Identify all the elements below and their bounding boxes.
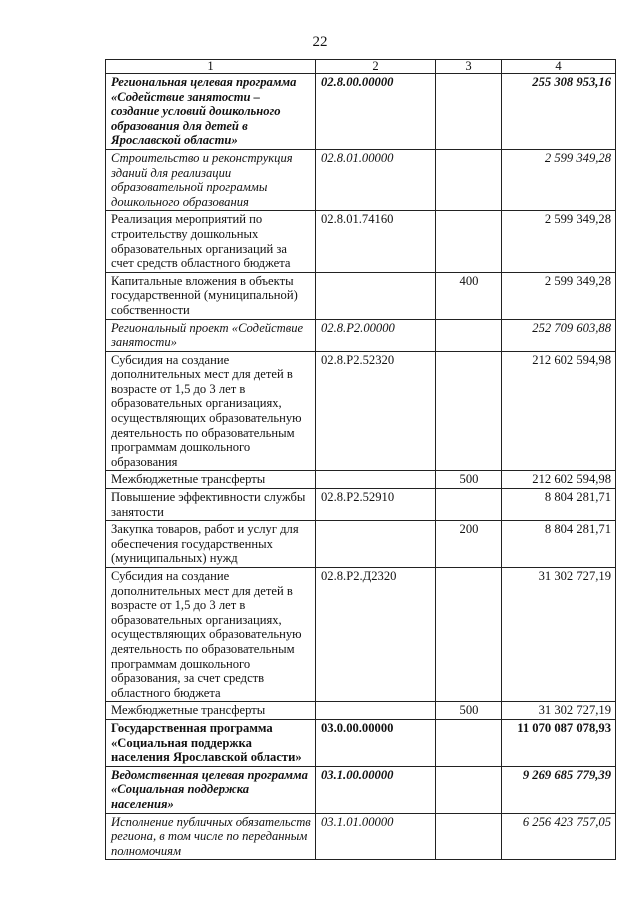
row-code-cell — [316, 272, 436, 319]
row-type-cell: 400 — [436, 272, 502, 319]
row-code-cell: 02.8.Р2.Д2320 — [316, 568, 436, 702]
row-type-cell: 200 — [436, 521, 502, 568]
row-amount-cell: 252 709 603,88 — [502, 319, 616, 351]
row-type-cell — [436, 351, 502, 471]
row-name-cell: Повышение эффективности службы занятости — [106, 489, 316, 521]
row-amount-cell: 11 070 087 078,93 — [502, 719, 616, 766]
row-amount-cell: 2 599 349,28 — [502, 272, 616, 319]
row-name-cell: Региональная целевая программа «Содействие занятости – создание условий дошкольного образования для детей в Ярославской области» — [106, 74, 316, 150]
row-name-cell: Ведомственная целевая программа «Социальная поддержка населения» — [106, 766, 316, 813]
row-amount-cell: 31 302 727,19 — [502, 568, 616, 702]
row-type-cell — [436, 719, 502, 766]
table-row — [106, 766, 616, 813]
table-row — [106, 702, 616, 720]
row-amount-cell: 212 602 594,98 — [502, 351, 616, 471]
table-row — [106, 521, 616, 568]
row-type-cell — [436, 319, 502, 351]
row-name-cell: Межбюджетные трансферты — [106, 702, 316, 720]
budget-table — [105, 59, 616, 860]
row-amount-cell: 2 599 349,28 — [502, 149, 616, 210]
row-type-cell: 500 — [436, 471, 502, 489]
table-row — [106, 813, 616, 860]
row-code-cell: 02.8.Р2.52320 — [316, 351, 436, 471]
row-type-cell — [436, 149, 502, 210]
row-type-cell — [436, 211, 502, 272]
table-row — [106, 149, 616, 210]
row-amount-cell: 2 599 349,28 — [502, 211, 616, 272]
row-type-cell — [436, 489, 502, 521]
row-code-cell: 03.1.01.00000 — [316, 813, 436, 860]
row-code-cell: 03.1.00.00000 — [316, 766, 436, 813]
header-cell-code: 2 — [316, 60, 436, 74]
row-amount-cell: 255 308 953,16 — [502, 74, 616, 150]
header-cell-type: 3 — [436, 60, 502, 74]
row-name-cell: Субсидия на создание дополнительных мест для детей в возрасте от 1,5 до 3 лет в образовательных организациях, осуществляющих образовательную деятельность по образовательным программам дошкольного образования, за счет средств областного бюджета — [106, 568, 316, 702]
row-name-cell: Строительство и реконструкция зданий для реализации образовательной программы дошкольного образования — [106, 149, 316, 210]
table-row — [106, 211, 616, 272]
row-type-cell — [436, 766, 502, 813]
row-code-cell: 02.8.01.00000 — [316, 149, 436, 210]
row-name-cell: Закупка товаров, работ и услуг для обеспечения государственных (муниципальных) нужд — [106, 521, 316, 568]
row-amount-cell: 6 256 423 757,05 — [502, 813, 616, 860]
row-type-cell — [436, 813, 502, 860]
table-row — [106, 568, 616, 702]
row-code-cell: 02.8.01.74160 — [316, 211, 436, 272]
table-row — [106, 272, 616, 319]
row-name-cell: Реализация мероприятий по строительству дошкольных образовательных организаций за счет средств областного бюджета — [106, 211, 316, 272]
row-amount-cell: 9 269 685 779,39 — [502, 766, 616, 813]
row-name-cell: Межбюджетные трансферты — [106, 471, 316, 489]
row-code-cell: 02.8.Р2.00000 — [316, 319, 436, 351]
row-name-cell: Исполнение публичных обязательств региона, в том числе по переданным полномочиям — [106, 813, 316, 860]
row-type-cell — [436, 568, 502, 702]
table-header-row — [106, 60, 616, 74]
table-row — [106, 351, 616, 471]
table-row — [106, 471, 616, 489]
row-code-cell — [316, 702, 436, 720]
row-code-cell — [316, 471, 436, 489]
table-row — [106, 489, 616, 521]
header-cell-name: 1 — [106, 60, 316, 74]
table-row — [106, 719, 616, 766]
header-cell-amount: 4 — [502, 60, 616, 74]
row-amount-cell: 8 804 281,71 — [502, 521, 616, 568]
table-row — [106, 74, 616, 150]
row-amount-cell: 212 602 594,98 — [502, 471, 616, 489]
row-code-cell: 02.8.Р2.52910 — [316, 489, 436, 521]
row-name-cell: Капитальные вложения в объекты государственной (муниципальной) собственности — [106, 272, 316, 319]
page-number: 22 — [312, 34, 328, 50]
row-amount-cell: 8 804 281,71 — [502, 489, 616, 521]
row-type-cell: 500 — [436, 702, 502, 720]
row-name-cell: Государственная программа «Социальная поддержка населения Ярославской области» — [106, 719, 316, 766]
row-code-cell: 02.8.00.00000 — [316, 74, 436, 150]
table-row — [106, 319, 616, 351]
row-amount-cell: 31 302 727,19 — [502, 702, 616, 720]
row-name-cell: Региональный проект «Содействие занятости» — [106, 319, 316, 351]
row-code-cell: 03.0.00.00000 — [316, 719, 436, 766]
row-code-cell — [316, 521, 436, 568]
row-name-cell: Субсидия на создание дополнительных мест для детей в возрасте от 1,5 до 3 лет в образовательных организациях, осуществляющих образовательную деятельность по образовательным программам дошкольного образования — [106, 351, 316, 471]
row-type-cell — [436, 74, 502, 150]
